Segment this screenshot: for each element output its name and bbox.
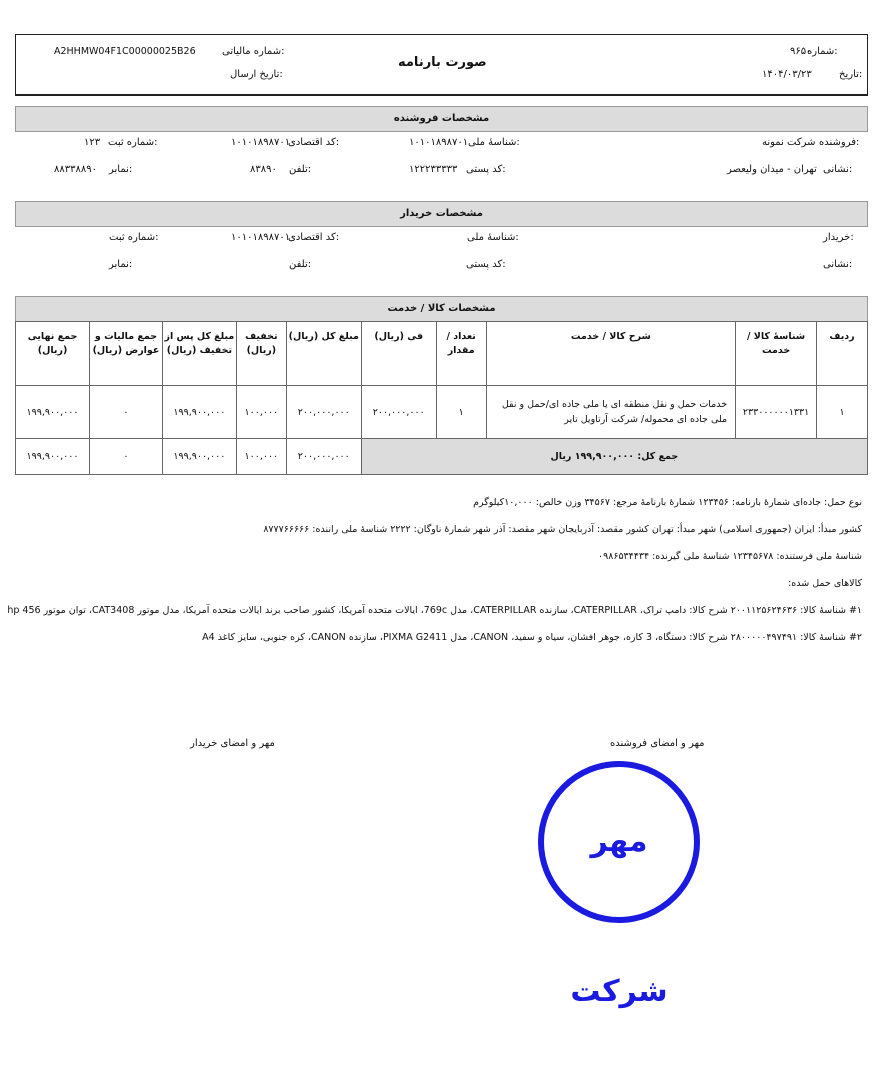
seller-fax-label: نمابر: [109, 164, 133, 175]
buyer-fax-label: نمابر: [109, 259, 133, 270]
total-discount: ۱۰۰,۰۰۰ [236, 439, 286, 475]
items-section-title: مشخصات کالا / خدمت [15, 296, 868, 322]
total-amount: ۲۰۰,۰۰۰,۰۰۰ [286, 439, 361, 475]
company-stamp: مهر شرکت [538, 761, 700, 923]
item-tax: ۰ [90, 386, 163, 439]
buyer-signature-label: مهر و امضای خریدار [190, 738, 275, 749]
seller-fax: ۸۸۳۳۸۸۹۰ [54, 164, 97, 175]
buyer-registration-label: شماره ثبت: [109, 232, 159, 243]
tax-number-label: شماره مالیاتی: [222, 46, 285, 57]
seller-registration-label: شماره ثبت: [108, 137, 158, 148]
seller-label: فروشنده: [819, 137, 860, 148]
column-header: ردیف [817, 322, 868, 386]
number-value: ۹۶۵۰ [790, 46, 812, 57]
column-header: شرح کالا / خدمت [486, 322, 735, 386]
seller-economic-code: ۱۰۱۰۱۸۹۸۷۰۱ [231, 137, 291, 148]
seller-signature-label: مهر و امضای فروشنده [610, 738, 705, 749]
total-after-discount: ۱۹۹,۹۰۰,۰۰۰ [162, 439, 236, 475]
item-description: خدمات حمل و نقل منطقه ای یا ملی جاده ای/حمل و نقل ملی جاده ای محموله/ شرکت آرتاویل تایر [486, 386, 735, 439]
table-header-row [16, 322, 868, 386]
total-tax: ۰ [90, 439, 163, 475]
seller-national-id-label: شناسهٔ ملی: [468, 137, 520, 148]
seller-phone: ۸۳۸۹۰ [250, 164, 277, 175]
route-note: کشور مبدأ: ایران (جمهوری اسلامی) شهر مبدأ: تهران کشور مقصد: آذربایجان شهر مقصد: آذر شهر شمارهٔ ناوگان: ۲۲۲۲ شناسهٔ ملی راننده: ۸۷۷۷۶۶۶۶۶ [263, 524, 862, 535]
buyer-national-id-label: شناسهٔ ملی: [467, 232, 519, 243]
column-header: مبلغ کل (ریال) [286, 322, 361, 386]
document-title: صورت بارنامه [398, 55, 487, 70]
table-row [16, 386, 868, 439]
item-total: ۲۰۰,۰۰۰,۰۰۰ [286, 386, 361, 439]
column-header: تعداد / مقدار [436, 322, 486, 386]
total-final: ۱۹۹,۹۰۰,۰۰۰ [16, 439, 90, 475]
buyer-address-label: نشانی: [823, 259, 853, 270]
tax-number-value: A2HHMW04F1C00000025B26 [54, 46, 196, 57]
items-table [15, 321, 868, 475]
buyer-phone-label: تلفن: [289, 259, 312, 270]
ids-note: شناسهٔ ملی فرستنده: ۱۲۳۴۵۶۷۸ شناسهٔ ملی گیرنده: ۰۹۸۶۵۳۴۴۳۴ [598, 551, 862, 562]
buyer-economic-code-label: کد اقتصادی: [288, 232, 340, 243]
seller-postal-label: کد پستی: [466, 164, 506, 175]
item-final: ۱۹۹,۹۰۰,۰۰۰ [16, 386, 90, 439]
item-code: ۲۳۳۰۰۰۰۰۰۱۳۳۱ [736, 386, 817, 439]
item-after-discount: ۱۹۹,۹۰۰,۰۰۰ [162, 386, 236, 439]
goods-heading: کالاهای حمل شده: [788, 578, 862, 589]
grand-total-label: جمع کل: ۱۹۹,۹۰۰,۰۰۰ ریال [361, 439, 867, 475]
seller-economic-code-label: کد اقتصادی: [288, 137, 340, 148]
seller-address: تهران - میدان ولیعصر [727, 164, 817, 175]
seller-national-id: ۱۰۱۰۱۸۹۸۷۰۱ [409, 137, 469, 148]
goods-item-1: #۱ شناسهٔ کالا: ۲۰۰۱۱۲۵۶۲۴۶۳۶ شرح کالا: دامپ تراک، CATERPILLAR، سازنده CATERPILLAR، مدل 769c، ایالات متحده آمریکا، کشور صاحب برند ایالات متحده آمریکا، مدل موتور CAT3408، توان موتور 456 hp [7, 605, 862, 616]
goods-item-2: #۲ شناسهٔ کالا: ۲۸۰۰۰۰۰۴۹۷۴۹۱ شرح کالا: دستگاه، 3 کاره، جوهر افشان، سیاه و سفید، CANON، مدل PIXMA G2411، سازنده CANON، کره جنوبی، سایز کاغذ A4 [202, 632, 862, 643]
date-value: ۱۴۰۴/۰۳/۲۳ [762, 69, 812, 80]
buyer-section-title: مشخصات خریدار [15, 201, 868, 227]
column-header: تخفیف (ریال) [236, 322, 286, 386]
seller-name: شرکت نمونه [762, 137, 816, 148]
number-label: شماره: [807, 46, 838, 57]
buyer-postal-label: کد پستی: [466, 259, 506, 270]
column-header: فی (ریال) [361, 322, 436, 386]
totals-row [16, 439, 868, 475]
column-header: جمع نهایی (ریال) [16, 322, 90, 386]
item-discount: ۱۰۰,۰۰۰ [236, 386, 286, 439]
seller-registration-number: ۱۲۳ [84, 137, 101, 148]
item-unit-price: ۲۰۰,۰۰۰,۰۰۰ [361, 386, 436, 439]
seller-postal-code: ۱۲۲۲۳۳۳۳۳ [409, 164, 458, 175]
date-label: تاریخ: [839, 69, 863, 80]
send-date-label: تاریخ ارسال: [230, 69, 283, 80]
buyer-economic-code: ۱۰۱۰۱۸۹۸۷۰۱ [231, 232, 291, 243]
buyer-label: خریدار: [823, 232, 854, 243]
column-header: شناسهٔ کالا / خدمت [736, 322, 817, 386]
transport-note: نوع حمل: جاده‌ای شمارهٔ بارنامه: ۱۲۳۴۵۶ شمارهٔ بارنامهٔ مرجع: ۳۴۵۶۷ وزن خالص: ۱۰,۰۰۰کیلوگرم [473, 497, 862, 508]
row-number: ۱ [817, 386, 868, 439]
seller-phone-label: تلفن: [289, 164, 312, 175]
seller-address-label: نشانی: [823, 164, 853, 175]
item-quantity: ۱ [436, 386, 486, 439]
column-header: مبلغ کل پس از تخفیف (ریال) [162, 322, 236, 386]
column-header: جمع مالیات و عوارض (ریال) [90, 322, 163, 386]
seller-section-title: مشخصات فروشنده [15, 106, 868, 132]
